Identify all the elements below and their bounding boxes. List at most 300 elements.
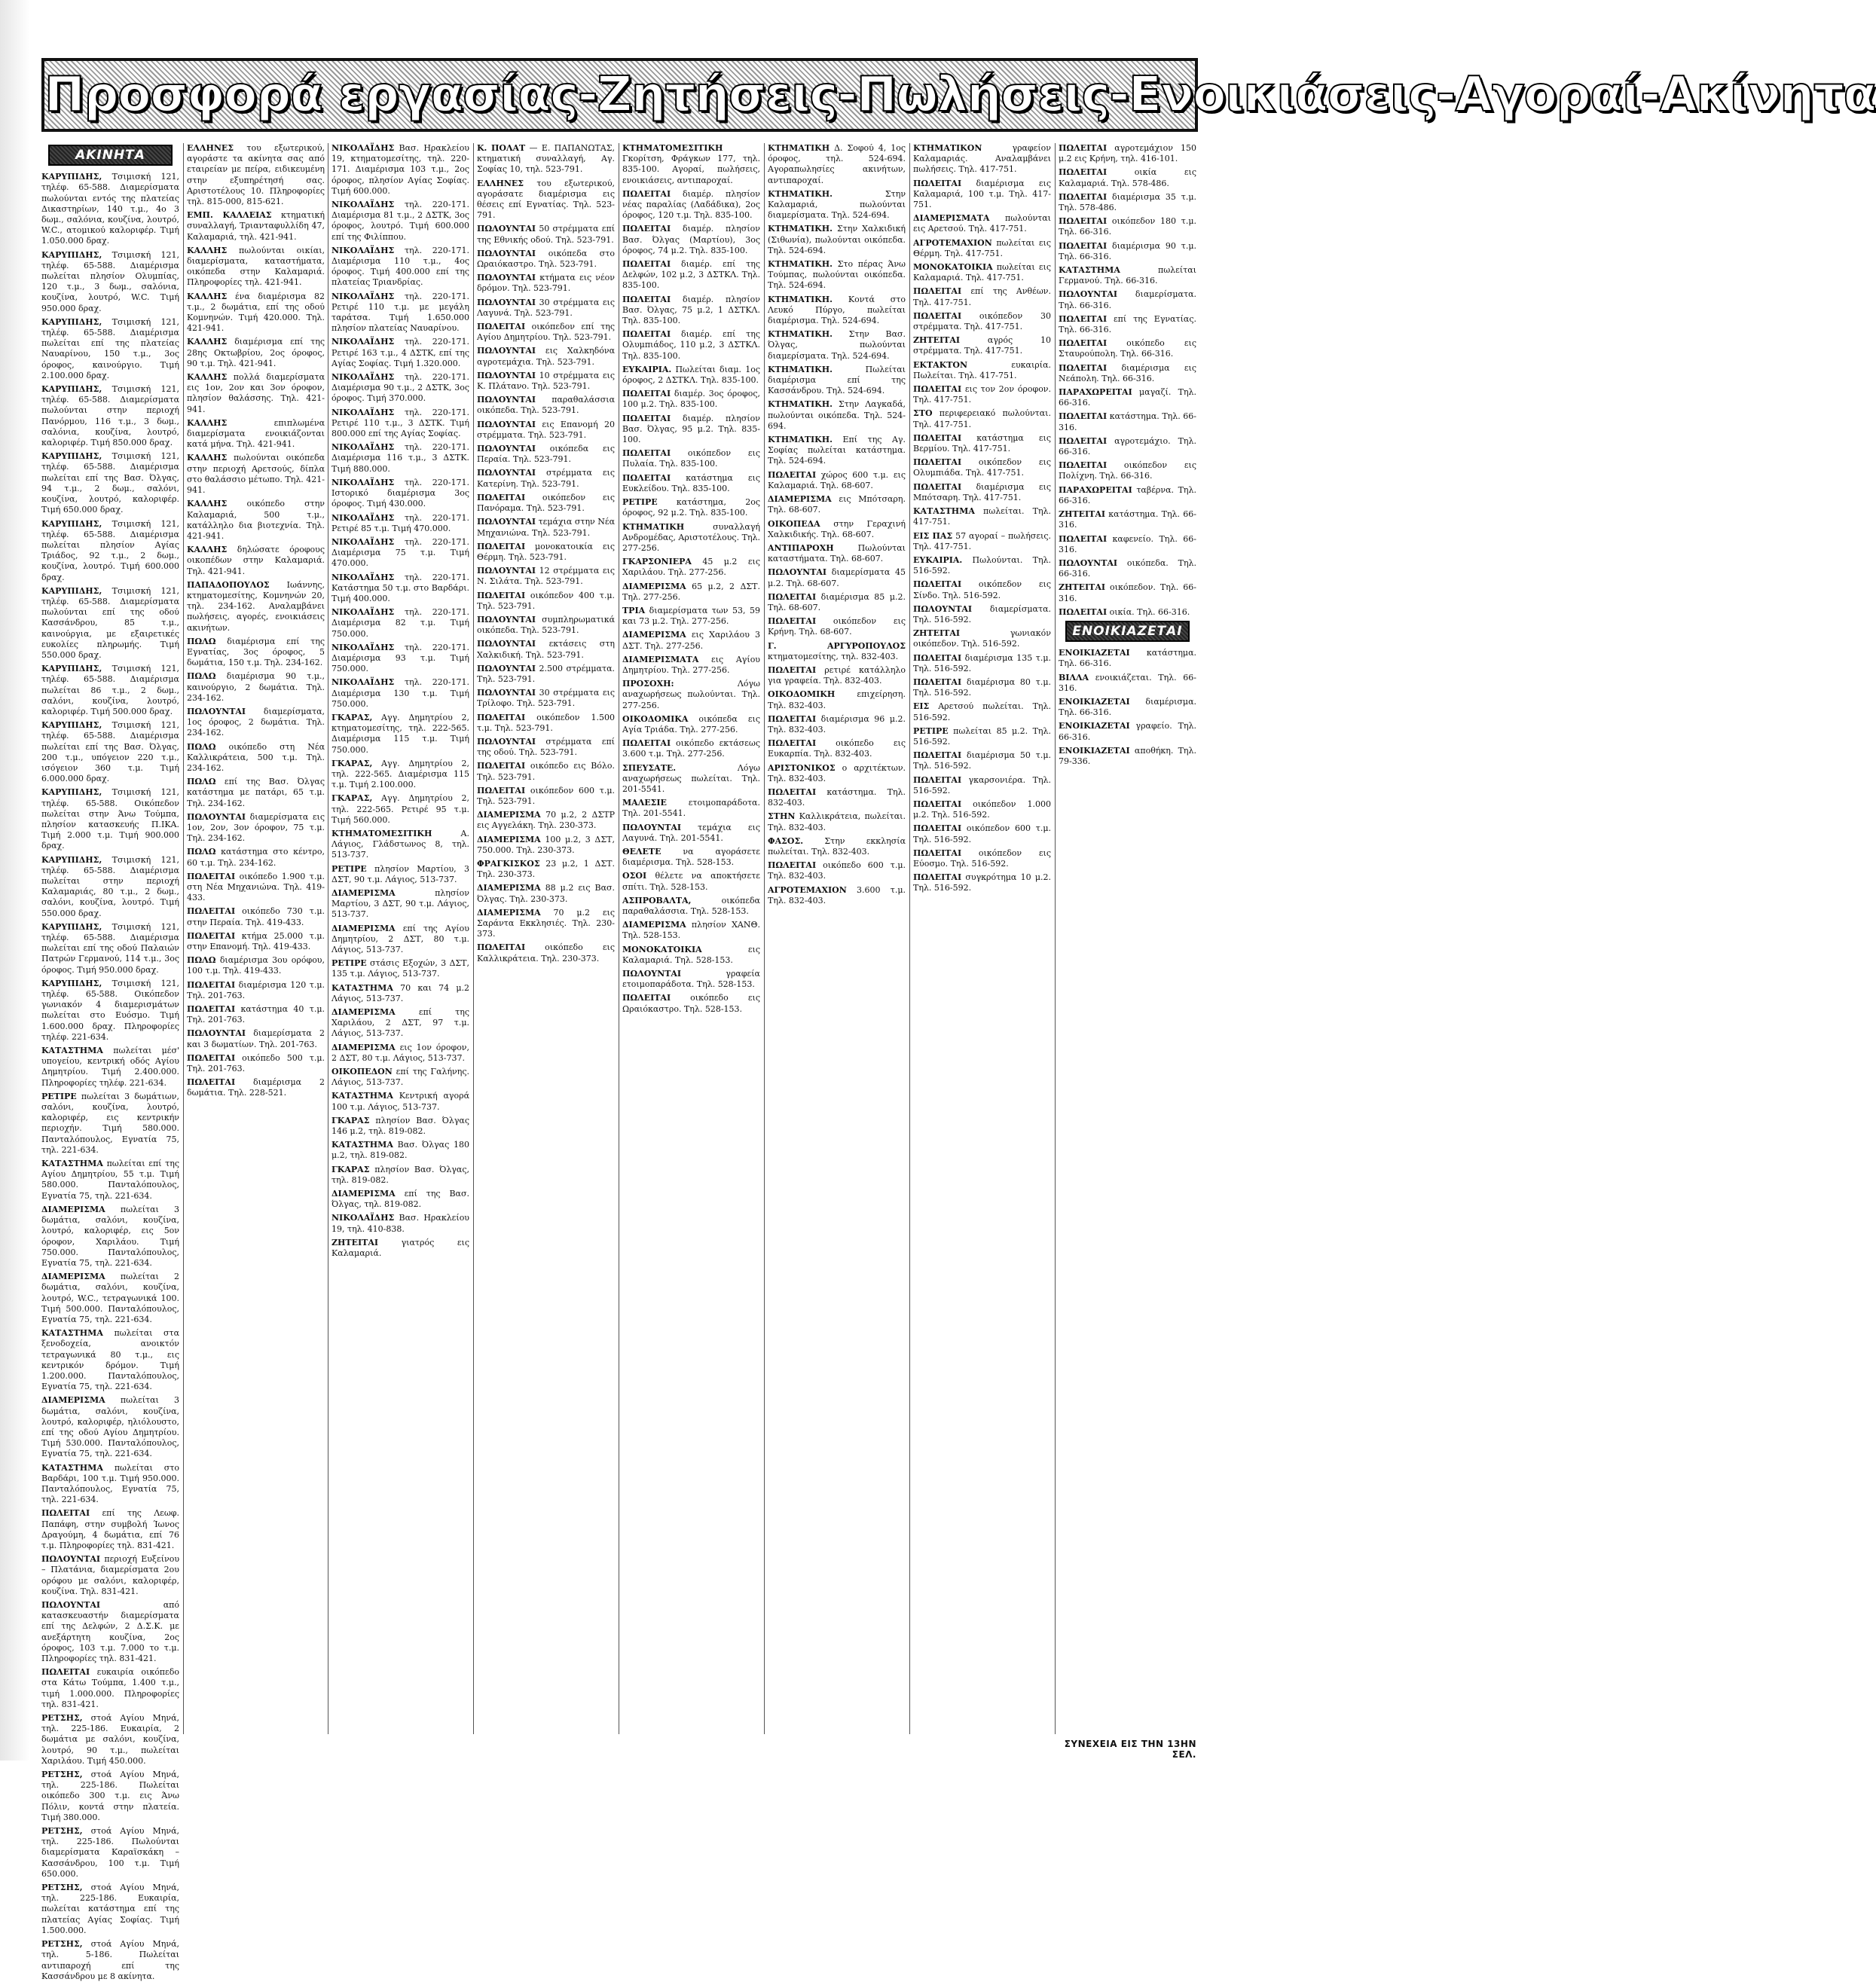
ad-lead-word: ΝΙΚΟΛΑΪΔΗΣ — [332, 200, 395, 210]
ad-lead-word: ΔΙΑΜΕΡΙΣΜΑ — [622, 630, 686, 640]
ad-text: πολλά διαμερίσματα εις 1ον, 2ον και 3ον όροφον, πλησίον θαλάσσης. Τηλ. 421-941. — [187, 372, 325, 414]
ad-text: επιχείρηση. Τηλ. 832-403. — [768, 689, 906, 710]
ad-lead-word: ΔΙΑΜΕΡΙΣΜΑ — [477, 810, 541, 820]
ad-text: πωλείται Γερμανού. Τηλ. 66-316. — [1059, 265, 1196, 286]
ad-lead-word: ΦΑΣΟΣ. — [768, 835, 804, 846]
ad-lead-word: ΓΚΑΡΑΣ — [332, 1164, 370, 1174]
ad-text: πωλείται μέσ' υπογείου, κεντρική οδός Αγίου Δημητρίου. Τιμή 2.400.000. Πληροφορίες τηλέφ. 221-634. — [41, 1046, 179, 1088]
classified-ad — [187, 1053, 325, 1074]
classified-ad — [187, 812, 325, 844]
ad-text: θέλετε να αποκτήσετε σπίτι. Τηλ. 528-153. — [622, 871, 760, 892]
classified-ad — [1059, 509, 1196, 530]
classified-ad — [187, 1028, 325, 1049]
classified-ad — [477, 322, 615, 343]
ad-text: οικόπεδο εκτάσεως 3.600 τ.μ. Τηλ. 277-256. — [622, 738, 761, 759]
ad-text: Αγγ. Δημητρίου 2, κτηματομεσίτης, τηλ. 222-565. Διαμέρισμα 115 τ.μ. Τιμή 750.000. — [332, 712, 469, 755]
ad-text: επιπλωμένα διαμερίσματα ενοικιάζονται κατά μήνα. Τηλ. 421-941. — [187, 417, 325, 450]
ad-text: Τσιμισκή 121, τηλέφ. 65-588. Διαμέρισμα πωλείται επί της Βασ. Όλγας, 94 τ.μ., 2 δωμ., σαλόνι, κουζίνα, λουτρό, καλοριφέρ. Τιμή 650.000 δραχ. — [41, 451, 179, 515]
ad-text: τηλ. 220-171. Διαμέρισμα 81 τ.μ., 2 ΔΣΤΚ, 3ος όροφος, λουτρό. Τιμή 600.000 επί της Φιλίππου. — [332, 200, 469, 242]
classified-ad — [622, 582, 760, 603]
ad-text: οικόπεδο 1.900 τ.μ. στη Νέα Μηχανιώνα. Τηλ. 419-433. — [187, 871, 325, 903]
ad-lead-word: ΣΤΗΝ — [768, 811, 796, 822]
classified-ad — [1059, 363, 1196, 384]
ad-text: 10 στρέμματα εις Κ. Πλάτανο. Τηλ. 523-791. — [477, 370, 616, 392]
ad-lead-word: ΠΩΛΕΙΤΑΙ — [913, 481, 962, 492]
classified-ad — [477, 883, 615, 904]
classified-ad — [913, 335, 1051, 356]
classified-ad — [332, 513, 469, 534]
classified-ad — [41, 1046, 179, 1089]
ad-lead-word: ΠΩΛΕΙΤΑΙ — [187, 1052, 236, 1063]
ad-text: οικόπεδον 1.000 μ.2. Τηλ. 516-592. — [913, 799, 1052, 820]
ad-lead-word: ΠΩΛΟΥΝΤΑΙ — [477, 297, 536, 307]
ad-lead-word: ΓΚΑΡΑΣ — [332, 1115, 370, 1125]
classified-ad — [913, 457, 1051, 478]
ad-text: διαμέρισμα εις Μπότσαρη. Τηλ. 417-751. — [913, 481, 1052, 502]
classified-ad — [41, 317, 179, 381]
ad-lead-word: ΠΩΛΕΙΤΑΙ — [622, 259, 671, 270]
classified-ad — [622, 259, 760, 292]
ad-text: 30 στρέμματα εις Τρίλοφο. Τηλ. 523-791. — [477, 688, 616, 709]
classified-ad — [332, 983, 469, 1004]
classified-ad — [477, 517, 615, 538]
classified-ad — [768, 470, 906, 491]
ad-text: κατάστημα στο κέντρο, 60 τ.μ. Τηλ. 234-162. — [187, 847, 325, 868]
ad-lead-word: ΠΩΛΕΙΤΑΙ — [622, 294, 671, 304]
ad-text: να αγοράσετε διαμέρισμα. Τηλ. 528-153. — [622, 846, 760, 868]
ad-text: στοά Αγίου Μηνά, τηλ. 225-186. Πωλούνται διαμερίσματα Καραϊσκάκη – Κασσάνδρου, 100 τ.μ. Τιμή 650.000. — [41, 1826, 179, 1879]
classified-ad — [187, 292, 325, 334]
classified-ad — [913, 555, 1051, 576]
classified-ad — [332, 793, 469, 826]
classified-ad — [41, 787, 179, 851]
ad-text: Τσιμισκή 121, τηλέφ. 65-588. Διαμέρισμα πωλείται πλησίον Αγίας Τριάδος, 92 τ.μ., 2 δωμ., κουζίνα, λουτρό. Τιμή 600.000 δραχ. — [41, 518, 179, 582]
ad-text: οικόπεδον εις Ολυμπιάδα. Τηλ. 417-751. — [913, 457, 1052, 478]
ad-lead-word: ΕΜΠ. ΚΑΛΛΕΙΑΣ — [187, 210, 272, 221]
ad-text: συμπληρωματικά οικόπεδα. Τηλ. 523-791. — [477, 614, 615, 636]
ad-text: 70 και 74 μ.2 Λάγιος, 513-737. — [332, 982, 469, 1003]
ad-lead-word: ΠΑΠΑΔΟΠΟΥΛΟΣ — [187, 579, 270, 590]
ad-lead-word: ΚΤΗΜΑΤΙΚΗ. — [768, 399, 833, 410]
ad-lead-word: ΕΛΛΗΝΕΣ — [187, 143, 234, 153]
classified-ad — [477, 273, 615, 294]
ad-text: μαγαζί. Τηλ. 66-316. — [1059, 387, 1197, 408]
ad-text: εκτάσεις στη Χαλκιδική. Τηλ. 523-791. — [477, 639, 615, 660]
ad-text: επί της Γαλήνης. Λάγιος, 513-737. — [332, 1067, 469, 1088]
ad-text: ρετιρέ κατάλληλο για γραφεία. Τηλ. 832-403. — [768, 664, 906, 686]
classified-ad — [477, 143, 615, 176]
ad-lead-word: ΚΑΤΑΣΤΗΜΑ — [332, 982, 393, 993]
ad-lead-word: ΚΑΡΥΠΙΔΗΣ, — [41, 518, 102, 529]
ad-text: στοά Αγίου Μηνά, τηλ. 225-186. Πωλείται οικόπεδο 300 τ.μ. εις Άνω Πόλιν, κοντά στην πλατεία. Τιμή 380.000. — [41, 1770, 179, 1822]
classified-ad — [41, 1600, 179, 1664]
classified-ad — [41, 1826, 179, 1880]
ad-lead-word: ΟΙΚΟΠΕΔΟΝ — [332, 1067, 393, 1077]
ad-text: επί της Βασ. Όλγας κατάστημα με πατάρι, 65 τ.μ. Τηλ. 234-162. — [187, 777, 325, 808]
ad-text: Τσιμισκή 121, τηλέφ. 65-588. Διαμέρισμα πωλείται 86 τ.μ., 2 δωμ., σαλόνι, κουζίνα, λουτρό, καλοριφέρ. Τιμή 500.000 δραχ. — [41, 664, 179, 716]
ad-text: διαμέρ. πλησίον νέας παραλίας (Λαδάδικα), 2ος όροφος, 120 τ.μ. Τηλ. 835-100. — [622, 188, 760, 221]
ad-text: πωλείται 3 δωμάτια, σαλόνι, κουζίνα, λουτρό, καλοριφέρ, ηλιόλουστο, επί της οδού Αγίου Δημητρίου. Τιμή 530.000. Πανταλόπουλος, Εγνατία 75, τηλ. 221-634. — [41, 1395, 179, 1459]
ad-lead-word: ΡΕΤΙΡΕ — [41, 1091, 77, 1101]
ad-lead-word: ΟΙΚΟΔΟΜΙΚΑ — [622, 713, 689, 724]
ad-text: κτηματομεσίτης, τηλ. 832-403. — [768, 651, 899, 661]
ad-lead-word: ΠΩΛΕΙΤΑΙ — [1059, 216, 1108, 227]
ad-lead-word: ΤΡΙΑ — [622, 605, 646, 615]
ad-text: Α. Λάγιος, Γλάδστωνος 8, τηλ. 513-737. — [332, 828, 469, 860]
ad-text: Πωλούνται καταστήματα. Τηλ. 68-607. — [768, 542, 906, 564]
classified-ad — [768, 689, 906, 710]
ad-text: Τσιμισκή 121, τηλέφ. 65-588. Διαμέρισμα πωλείται επί της Βασ. Όλγας, 200 τ.μ., υπόγειον 220 τ.μ., ισόγειον 360 τ.μ. Τιμή 6.000.000 δραχ. — [41, 720, 179, 784]
ad-text: τεμάχια στην Νέα Μηχανιώνα. Τηλ. 523-791. — [477, 517, 615, 538]
ad-text: ένα διαμέρισμα 82 τ.μ., 2 δωμάτια, επί της οδού Κομνηνών. Τιμή 420.000. Τηλ. 421-941. — [187, 291, 325, 334]
classified-ad — [332, 478, 469, 510]
classified-ad — [913, 384, 1051, 405]
ad-text: εις Επανομή 20 στρέμματα. Τηλ. 523-791. — [477, 419, 615, 440]
ad-lead-word: ΔΙΑΜΕΡΙΣΜΑ — [332, 923, 396, 933]
classified-ad — [187, 777, 325, 809]
ad-text: Τσιμισκή 121, τηλέφ. 65-588. Διαμερίσματα πωλούνται στην περιοχή Πανόρμου, 116 τ.μ., 3 δωμ., σαλόνια, κουζίνα, λουτρό, καλοριφέρ. Τιμή 850.000 δραχ. — [41, 384, 179, 448]
ad-text: επί της Λεωφ. Παπάφη, στην συμβολή Ίωνος Δραγούμη, 4 δωμάτια, επί 76 τ.μ. Πληροφορίες τηλ. 831-421. — [41, 1508, 180, 1550]
ad-text: Στην Βασ. Όλγας, πωλούνται διαμερίσματα. Τηλ. 524-694. — [768, 329, 906, 361]
ad-text: επί της Ανθέων. Τηλ. 417-751. — [913, 286, 1051, 307]
classified-ad — [913, 262, 1051, 283]
ad-lead-word: ΠΩΛΕΙΤΑΙ — [768, 616, 817, 627]
ad-lead-word: ΠΩΛΕΙΤΑΙ — [1059, 435, 1108, 446]
ad-text: εις Μπότσαρη. Τηλ. 68-607. — [768, 494, 906, 515]
ad-lead-word: ΚΤΗΜΑΤΙΚΗ — [622, 521, 685, 532]
ad-lead-word: ΚΑΛΛΗΣ — [187, 245, 228, 255]
ad-text: κατάστημα. Τηλ. 832-403. — [768, 786, 906, 808]
ad-text: οικόπεδον 600 τ.μ. Τηλ. 516-592. — [913, 823, 1051, 844]
classified-ad — [768, 543, 906, 564]
ad-lead-word: ΝΙΚΟΛΑΪΔΗΣ — [332, 512, 395, 523]
ad-lead-word: ΑΡΙΣΤΟΝΙΚΟΣ — [768, 762, 836, 773]
ad-lead-word: ΚΑΡΥΠΙΔΗΣ, — [41, 451, 102, 462]
classified-ad — [622, 224, 760, 256]
classified-ad — [913, 179, 1051, 211]
classified-column — [41, 143, 180, 1981]
ad-lead-word: ΚΑΛΛΗΣ — [187, 337, 228, 347]
ad-lead-word: ΠΩΛΕΙΤΑΙ — [622, 389, 671, 399]
classified-ad — [1059, 648, 1196, 669]
classified-ad — [913, 628, 1051, 649]
ad-text: οικόπεδον 30 στρέμματα. Τηλ. 417-751. — [913, 310, 1051, 332]
classified-column — [622, 143, 760, 1734]
classified-ad — [622, 679, 760, 711]
ad-text: Τσιμισκή 121, τηλέφ. 65-588. Διαμερίσματα πωλούνται εντός της πλατείας Δικαστηρίων, 140 τ.μ., 4ο 3 δωμ., σαλόνια, κουζίνα, λουτρό, W.C., ατομικού καλοριφέρ. Τιμή 1.050.000 δραχ. — [41, 172, 179, 246]
ad-lead-word: ΠΩΛΕΙΤΑΙ — [622, 472, 671, 483]
classified-ad — [477, 786, 615, 807]
ad-text: διαμέρισμα 35 τ.μ. Τηλ. 578-486. — [1059, 191, 1197, 213]
classified-ad — [477, 249, 615, 270]
ad-lead-word: ΠΩΛΕΙΤΑΙ — [477, 712, 526, 722]
ad-text: οικία εις Καλαμαριά. Τηλ. 578-486. — [1059, 167, 1196, 188]
classified-ad — [332, 1189, 469, 1210]
classified-ad — [477, 859, 615, 880]
ad-text: Πωλούνται. Τηλ. 516-592. — [913, 554, 1052, 576]
ad-lead-word: ΣΤΟ — [913, 408, 933, 419]
ad-lead-word: ΚΤΗΜΑΤΙΚΗ. — [768, 294, 833, 304]
ad-lead-word: ΠΩΛΟΥΝΤΑΙ — [477, 517, 536, 527]
ad-text: 50 στρέμματα επί της Εθνικής οδού. Τηλ. 523-791. — [477, 224, 616, 245]
classified-ad — [622, 823, 760, 844]
ad-text: διαμέρισμα επί της Εγνατίας, 3ος όροφος, 5 δωμάτια, 150 τ.μ. Τηλ. 234-162. — [187, 636, 325, 668]
ad-lead-word: ΠΩΛΕΙΤΑΙ — [913, 310, 962, 321]
ad-lead-word: ΠΩΛΕΙΤΑΙ — [768, 713, 817, 724]
ad-lead-word: ΠΩΛΕΙΤΑΙ — [768, 860, 817, 871]
ad-text: πλησίον Βασ. Όλγας 146 μ.2, τηλ. 819-082. — [332, 1115, 470, 1137]
ad-lead-word: ΝΙΚΟΛΑΪΔΗΣ — [332, 677, 395, 688]
ad-text: Γκορίτση, Φράγκων 177, τηλ. 835-100. Αγοραί, πωλήσεις, ενοικιάσεις, αντιπαροχαί. — [622, 154, 760, 185]
classified-ad — [1059, 265, 1196, 286]
ad-lead-word: ΠΩΛΕΙΤΑΙ — [768, 786, 817, 797]
ad-text: Στο πέρας Άνω Τούμπας, πωλούνται οικόπεδα. Τηλ. 524-694. — [768, 259, 906, 291]
classified-ad — [1059, 582, 1196, 603]
classified-ad — [41, 1883, 179, 1936]
ad-text: πωλείται εις Θέρμη. Τηλ. 417-751. — [913, 237, 1051, 258]
ad-lead-word: ΕΥΚΑΙΡΙΑ. — [622, 364, 672, 374]
classified-ad — [41, 451, 179, 515]
ad-lead-word: ΔΙΑΜΕΡΙΣΜΑ — [477, 907, 541, 918]
ad-text: ταβέρνα. Τηλ. 66-316. — [1059, 484, 1196, 505]
classified-ad — [41, 384, 179, 448]
classified-ad — [332, 829, 469, 861]
ad-lead-word: ΡΕΤΙΡΕ — [332, 958, 367, 969]
classified-ad — [913, 506, 1051, 527]
ad-text: ευκαιρία οικόπεδο στα Κάτω Τούμπα, 1.400 τ.μ., τιμή 1.000.000. Πληροφορίες τηλ. 831-421. — [41, 1667, 179, 1709]
classified-ad — [768, 519, 906, 540]
ad-text: αποθήκη. Τηλ. 79-336. — [1059, 745, 1196, 766]
ad-text: του εξωτερικού, αγοράστε τα ακίνητα σας από εταιρείαν με πείρα, ειδικευμένη στην εξυπηρέτησή σας. Αριστοτέλους 10. Πληροφορίες τηλ. 815-000, 815-621. — [187, 143, 325, 207]
classified-ad — [477, 835, 615, 856]
ad-lead-word: ΠΩΛΕΙΤΑΙ — [187, 1077, 236, 1088]
classified-ad — [477, 346, 615, 367]
ad-lead-word: ΠΩΛΩ — [187, 671, 216, 682]
ad-text: δηλώσατε όροφους οικοπέδων στην Καλαμαριά. Τηλ. 421-941. — [187, 545, 325, 576]
ad-text: πλησίον Μαρτίου, 3 ΔΣΤ, 90 τ.μ. Λάγιος, 513-737. — [332, 863, 470, 884]
ad-text: ευκαιρία. Πωλείται. Τηλ. 417-751. — [913, 359, 1051, 380]
ad-text: Τσιμισκή 121, τηλέφ. 65-588. Οικόπεδον γωνιακόν 4 διαμερισμάτων πωλείται στο Ευόσμο. Τιμή 1.600.000 δραχ. Πληροφορίες τηλέφ. 221-634. — [41, 978, 179, 1042]
ad-lead-word: ΚΑΡΥΠΙΔΗΣ, — [41, 249, 102, 260]
classified-ad — [41, 664, 179, 717]
ad-lead-word: ΝΙΚΟΛΑΪΔΗΣ — [332, 572, 395, 582]
ad-lead-word: Γ. ΑΡΓΥΡΟΠΟΥΛΟΣ — [768, 640, 906, 651]
classified-ad — [41, 1667, 179, 1710]
ad-lead-word: ΠΩΛΟΥΝΤΑΙ — [187, 811, 246, 822]
classified-ad — [622, 522, 760, 554]
classified-ad — [768, 787, 906, 808]
ad-text: Ιωάννης, κτηματομεσίτης, Κομνηνών 20, τηλ. 234-162. Αναλαμβάνει πωλήσεις, αγορές, ενοικιάσεις ακινήτων. — [187, 579, 325, 633]
ad-text: τεμάχια εις Λαγυνά. Τηλ. 201-5541. — [622, 822, 761, 843]
ad-text: γραφείο. Τηλ. 66-316. — [1059, 721, 1196, 742]
ad-lead-word: ΠΩΛΕΙΤΑΙ — [913, 652, 962, 663]
classified-ad — [332, 337, 469, 369]
ad-text: πωλείται επί της Αγίου Δημητρίου, 55 τ.μ. Τιμή 580.000. Πανταλόπουλος, Εγνατία 75, τηλ. 221-634. — [41, 1159, 179, 1201]
ad-lead-word: ΠΩΛΕΙΤΑΙ — [913, 178, 962, 188]
classified-ad — [622, 993, 760, 1014]
classified-column — [913, 143, 1051, 1734]
classified-ad — [1059, 314, 1196, 335]
ad-text: οικόπεδον 1.500 τ.μ. Τηλ. 523-791. — [477, 712, 616, 733]
ad-lead-word: ΚΑΡΥΠΙΔΗΣ, — [41, 978, 102, 988]
classified-ad — [477, 420, 615, 441]
classified-ad — [332, 537, 469, 570]
ad-text: πλησίον Μαρτίου, 3 ΔΣΤ, 90 τ.μ. Λάγιος, 513-737. — [332, 888, 469, 920]
classified-ad — [332, 408, 469, 440]
ad-lead-word: ΠΩΛΕΙΤΑΙ — [622, 329, 671, 340]
ad-text: Κοντά στο Λευκό Πύργο, πωλείται διαμέρισμα. Τηλ. 524-694. — [768, 294, 906, 326]
classified-ad — [1059, 338, 1196, 359]
ad-text: διαμέρ. επί της Ολυμπιάδος, 110 μ.2, 3 ΔΣΤΚΛ. Τηλ. 835-100. — [622, 329, 761, 361]
ad-lead-word: ΟΙΚΟΠΕΔΑ — [768, 518, 820, 529]
ad-text: τηλ. 220-171. Διαμέρισμα 82 τ.μ. Τιμή 750.000. — [332, 607, 469, 639]
classified-ad — [622, 655, 760, 676]
classified-ad — [622, 365, 760, 386]
classified-ad — [187, 671, 325, 704]
ad-lead-word: ΚΑΤΑΣΤΗΜΑ — [332, 1140, 393, 1150]
ad-lead-word: ΔΙΑΜΕΡΙΣΜΑΤΑ — [913, 213, 990, 224]
classified-ad — [1059, 721, 1196, 742]
ad-lead-word: ΚΤΗΜΑΤΙΚΗ. — [768, 188, 833, 199]
ad-lead-word: ΠΩΛΕΙΤΑΙ — [913, 579, 962, 590]
ad-lead-word: ΚΑΛΛΗΣ — [187, 417, 228, 428]
classified-ad — [41, 1508, 179, 1551]
classified-ad — [187, 246, 325, 289]
classified-ad — [622, 738, 760, 759]
classified-ad — [332, 958, 469, 979]
classified-ad — [768, 665, 906, 686]
classified-ad — [622, 389, 760, 410]
ad-text: οικόπεδο εις Ευκαρπία. Τηλ. 832-403. — [768, 738, 906, 759]
ad-text: 23 μ.2, 1 ΔΣΤ. Τηλ. 230-373. — [477, 858, 616, 880]
ad-lead-word: ΔΙΑΜΕΡΙΣΜΑ — [622, 581, 686, 591]
ad-lead-word: ΠΩΛΕΙΤΑΙ — [768, 469, 817, 480]
classified-ad — [332, 1116, 469, 1137]
classified-ad — [913, 408, 1051, 429]
ad-lead-word: ΕΥΚΑΙΡΙΑ. — [913, 554, 963, 565]
classified-ad — [477, 942, 615, 964]
classified-ad — [41, 1770, 179, 1823]
section-heading-rentals: ΕΝΟΙΚΙΑΖΕΤΑΙ — [1065, 621, 1190, 642]
ad-lead-word: ΜΟΝΟΚΑΤΟΙΚΙΑ — [913, 262, 993, 273]
ad-text: πωλούνται εις Αρετσού. Τηλ. 417-751. — [913, 213, 1051, 234]
ad-text: επί της Αγίου Δημητρίου, 2 ΔΣΤ, 80 τ.μ. Λάγιος, 513-737. — [332, 923, 469, 955]
ad-lead-word: ΚΑΡΥΠΙΔΗΣ, — [41, 384, 102, 395]
ad-lead-word: ΕΚΤΑΚΤΟΝ — [913, 359, 968, 370]
ad-text: εις τον 2ον όροφον. Τηλ. 417-751. — [913, 384, 1051, 405]
ad-lead-word: ΒΙΛΛΑ — [1059, 672, 1089, 683]
ad-text: κτηματική συναλλαγή, Τριανταφυλλίδη 47, Καλαμαριά, τηλ. 421-941. — [187, 210, 325, 242]
ad-lead-word: ΡΕΤΣΗΣ, — [41, 1826, 83, 1837]
ad-lead-word: ΠΩΛΟΥΝΤΑΙ — [768, 567, 827, 578]
ad-lead-word: ΔΙΑΜΕΡΙΣΜΑ — [41, 1204, 105, 1214]
ad-lead-word: ΟΙΚΟΔΟΜΙΚΗ — [768, 689, 836, 700]
ad-lead-word: ΠΩΛΟΥΝΤΑΙ — [1059, 289, 1118, 300]
ad-text: καφενείο. Τηλ. 66-316. — [1059, 533, 1196, 554]
ad-text: οικόπεδο 500 τ.μ. Τηλ. 201-763. — [187, 1052, 325, 1074]
classified-ad — [768, 329, 906, 362]
classified-ad — [41, 1463, 179, 1506]
classified-ad — [913, 823, 1051, 844]
ad-lead-word: ΡΕΤΙΡΕ — [913, 725, 949, 736]
ad-lead-word: ΚΑΛΛΗΣ — [187, 499, 228, 509]
ad-text: επί της Εγνατίας. Τηλ. 66-316. — [1059, 313, 1196, 335]
ad-text: Βασ. Ηρακλείου 19, τηλ. 410-838. — [332, 1213, 469, 1234]
ad-lead-word: ΚΑΤΑΣΤΗΜΑ — [332, 1091, 393, 1101]
ad-text: διαμέρισμα. Τηλ. 66-316. — [1059, 696, 1196, 718]
page-edge-shadow — [0, 0, 30, 1761]
classified-ad — [1059, 673, 1196, 694]
classified-ad — [187, 707, 325, 739]
classified-ad — [187, 1077, 325, 1098]
classified-ad — [1059, 558, 1196, 579]
ad-lead-word: ΝΙΚΟΛΑΪΔΗΣ — [332, 1213, 395, 1223]
ad-lead-word: ΠΩΛΕΙΤΑΙ — [1059, 191, 1108, 202]
classified-ad — [41, 979, 179, 1043]
classified-ad — [332, 1140, 469, 1161]
ad-text: — Ε. ΠΑΠΑΝΩΤΑΣ, κτηματική συναλλαγή, Αγ. Σοφίας 10, τηλ. 523-791. — [477, 143, 615, 175]
ad-lead-word: ΠΩΛΟΥΝΤΑΙ — [477, 688, 536, 698]
ad-text: διαμέρισμα 3ου ορόφου, 100 τ.μ. Τηλ. 419-433. — [187, 955, 325, 976]
ad-text: του εξωτερικού, αγοράσατε διαμέρισμα εις θέσεις επί Εγνατίας. Τηλ. 523-791. — [477, 178, 615, 221]
ad-lead-word: ΠΩΛΟΥΝΤΑΙ — [477, 663, 536, 673]
ad-lead-word: ΠΩΛΟΥΝΤΑΙ — [477, 419, 536, 429]
classified-ad — [768, 365, 906, 397]
ad-lead-word: ΠΩΛΟΥΝΤΑΙ — [477, 395, 536, 405]
ad-text: αγρός 10 στρέμματα. Τηλ. 417-751. — [913, 335, 1052, 356]
ad-text: οικόπεδον εις Πανόραμα. Τηλ. 523-791. — [477, 492, 616, 514]
ad-lead-word: ΚΑΛΛΗΣ — [187, 291, 228, 301]
page-banner — [41, 58, 1876, 132]
ad-lead-word: ΚΑΡΥΠΙΔΗΣ, — [41, 664, 102, 674]
ad-text: περιφερειακό πωλούνται. Τηλ. 417-751. — [913, 408, 1051, 429]
classified-ad — [332, 372, 469, 405]
ad-lead-word: ΡΕΤΙΡΕ — [622, 497, 658, 508]
ad-lead-word: ΠΩΛΩ — [187, 847, 216, 857]
ad-text: γωνιακόν οικόπεδον. Τηλ. 516-592. — [913, 628, 1051, 649]
ad-text: διαμερίσματα 2 και 3 δωματίων. Τηλ. 201-763. — [187, 1028, 325, 1049]
classified-ad — [187, 210, 325, 243]
classified-ad — [332, 1213, 469, 1234]
ad-lead-word: ΠΩΛΕΙΤΑΙ — [187, 871, 236, 881]
classified-ad — [768, 189, 906, 221]
ad-text: συναλλαγή Ανδρομέδας, Αριστοτέλους. Τηλ. 277-256. — [622, 521, 760, 553]
classified-ad — [1059, 241, 1196, 262]
ad-text: στρέμματα επί της οδού. Τηλ. 523-791. — [477, 736, 615, 758]
section-heading: ΑΚΙΝΗΤΑ — [48, 145, 173, 166]
classified-ad — [913, 604, 1051, 625]
ad-text: διαμέρισμα επί της 28ης Οκτωβρίου, 2ος όροφος, 90 τ.μ. Τηλ. 421-941. — [187, 337, 325, 368]
ad-lead-word: ΠΩΛΕΙΤΑΙ — [1059, 606, 1108, 617]
ad-text: οικόπεδο εις Καλλικράτεια. Τηλ. 230-373. — [477, 942, 616, 964]
ad-lead-word: ΑΣΠΡΟΒΑΛΤΑ, — [622, 895, 692, 905]
ad-lead-word: ΚΑΡΥΠΙΔΗΣ, — [41, 585, 102, 596]
ad-lead-word: ΠΩΛΕΙΤΑΙ — [913, 774, 962, 785]
classified-ad — [913, 482, 1051, 503]
ad-text: πωλείται στο Βαρδάρι, 100 τ.μ. Τιμή 950.000. Πανταλόπουλος, Εγνατία 75, τηλ. 221-634. — [41, 1462, 179, 1505]
ad-text: πωλούνται οικόπεδα στην περιοχή Αρετσούς, δίπλα στο θαλάσσιο μέτωπο. Τηλ. 421-941. — [187, 453, 325, 496]
classified-ad — [1059, 607, 1196, 618]
classified-ad — [332, 1091, 469, 1112]
ad-lead-word: ΠΩΛΕΙΤΑΙ — [477, 322, 526, 332]
ad-lead-word: ΠΩΛΕΙΤΑΙ — [41, 1667, 90, 1678]
ad-lead-word: ΝΙΚΟΛΑΪΔΗΣ — [332, 245, 395, 255]
ad-lead-word: ΓΚΑΡΑΣ, — [332, 793, 373, 804]
ad-lead-word: ΖΗΤΕΙΤΑΙ — [1059, 509, 1106, 520]
ad-lead-word: ΚΑΡΥΠΙΔΗΣ, — [41, 172, 102, 182]
ad-text: διαμέρισμα 90 τ.μ., καινούργιο, 2 δωμάτια. Τηλ. 234-162. — [187, 671, 325, 703]
ad-lead-word: ΠΩΛΟΥΝΤΑΙ — [477, 346, 536, 356]
